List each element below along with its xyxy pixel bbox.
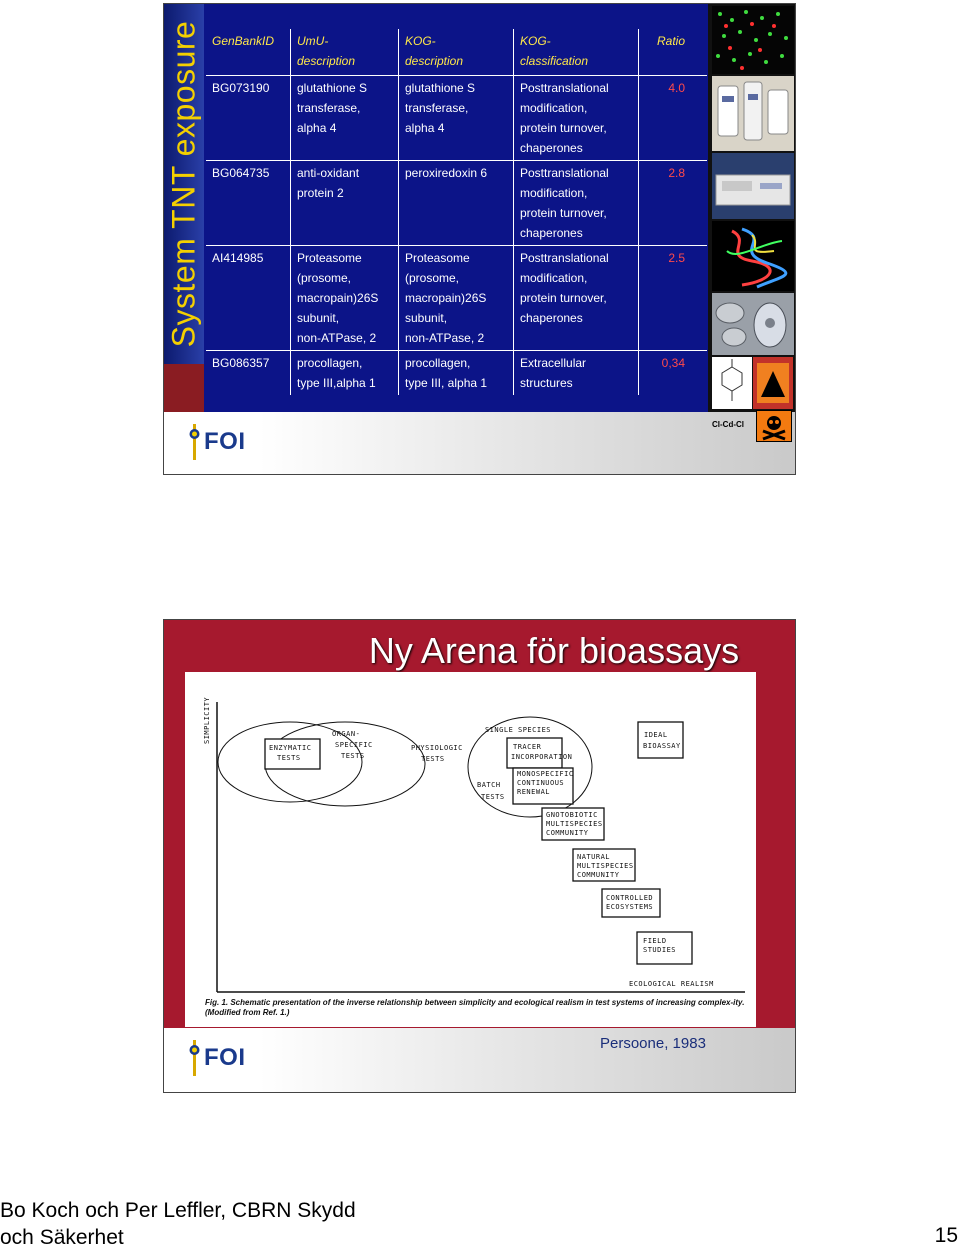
cell-kog-description: Proteasome (prosome, macropain)26S subunit, non-ATPase, 2 xyxy=(399,246,514,351)
box-ideal-bioassay xyxy=(638,722,683,758)
slide-ny-arena xyxy=(163,619,796,1093)
organ-label-3: TESTS xyxy=(341,752,365,760)
credit-text: Persoone, 1983 xyxy=(600,1035,706,1052)
cell-genbankid: AI414985 xyxy=(206,246,291,351)
cell-kog-classification: Posttranslational modification, protein turnover, chaperones xyxy=(514,246,639,351)
table-row xyxy=(206,351,707,396)
ideal-label-2: BIOASSAY xyxy=(643,742,681,750)
table-row xyxy=(206,161,707,246)
protein-structure-image xyxy=(712,221,794,291)
toxic-skull-icon xyxy=(756,410,792,442)
gnotobiotic-label-3: COMMUNITY xyxy=(546,829,589,837)
cell-umu-description: anti-oxidant protein 2 xyxy=(291,161,399,246)
foi-emblem-icon xyxy=(188,1040,201,1076)
cell-ratio: 4.0 xyxy=(639,76,708,161)
molecule-structure-image xyxy=(712,357,752,409)
batch-label-2: TESTS xyxy=(481,793,505,801)
slide-title-bar xyxy=(164,4,204,364)
physiologic-label-1: PHYSIOLOGIC xyxy=(411,744,463,752)
gnotobiotic-label-1: GNOTOBIOTIC xyxy=(546,811,598,819)
col-header-ratio: Ratio xyxy=(639,29,708,76)
image-strip xyxy=(708,4,796,412)
ideal-label-1: IDEAL xyxy=(644,731,668,739)
cell-kog-description: peroxiredoxin 6 xyxy=(399,161,514,246)
lab-equipment-image xyxy=(712,76,794,151)
cell-genbankid: BG086357 xyxy=(206,351,291,396)
table-row xyxy=(206,246,707,351)
natural-label-2: MULTISPECIES xyxy=(577,862,634,870)
foi-emblem-icon xyxy=(188,424,201,460)
figure-caption: Fig. 1. Schematic presentation of the inverse relationship between simplicity and ecological realism in test systems of increasing complex-ity. (Modified from Ref. 1.) xyxy=(205,998,745,1017)
cell-ratio: 2.5 xyxy=(639,246,708,351)
gnotobiotic-label-2: MULTISPECIES xyxy=(546,820,603,828)
kog-table xyxy=(206,29,707,395)
controlled-label-1: CONTROLLED xyxy=(606,894,654,902)
x-axis-label: ECOLOGICAL REALISM xyxy=(629,980,714,988)
footer-line-2: och Säkerhet xyxy=(0,1226,124,1249)
slide-title: System TNT exposure xyxy=(165,20,202,348)
cell-kog-classification: Posttranslational modification, protein turnover, chaperones xyxy=(514,76,639,161)
chemical-formula-label: Cl-Cd-Cl xyxy=(712,420,744,429)
instrument-image xyxy=(712,153,794,219)
natural-label-3: COMMUNITY xyxy=(577,871,620,879)
footer-line-1: Bo Koch och Per Leffler, CBRN Skydd xyxy=(0,1199,356,1222)
col-header-kog-description: KOG- description xyxy=(399,29,514,76)
hazard-image xyxy=(753,357,793,409)
cell-ratio: 2.8 xyxy=(639,161,708,246)
figure-panel xyxy=(185,672,756,1027)
enzymatic-label-2: TESTS xyxy=(277,754,301,762)
single-species-label: SINGLE SPECIES xyxy=(485,726,552,734)
cell-kog-description: procollagen, type III, alpha 1 xyxy=(399,351,514,396)
foi-logo xyxy=(188,1040,246,1076)
cell-umu-description: procollagen, type III,alpha 1 xyxy=(291,351,399,396)
monospecific-label-1: MONOSPECIFIC xyxy=(517,770,574,778)
cell-umu-description: glutathione S transferase, alpha 4 xyxy=(291,76,399,161)
monospecific-label-2: CONTINUOUS xyxy=(517,779,565,787)
monospecific-label-3: RENEWAL xyxy=(517,788,551,796)
page-number: 15 xyxy=(934,1224,958,1247)
batch-label-1: BATCH xyxy=(477,781,501,789)
physiologic-label-2: TESTS xyxy=(421,755,445,763)
slide-system-tnt-exposure xyxy=(163,3,796,475)
cell-genbankid: BG064735 xyxy=(206,161,291,246)
table-header-row xyxy=(206,29,707,76)
col-header-umu-description: UmU- description xyxy=(291,29,399,76)
cell-kog-classification: Posttranslational modification, protein turnover, chaperones xyxy=(514,161,639,246)
tracer-label-2: INCORPORATION xyxy=(511,753,573,761)
table-row xyxy=(206,76,707,161)
field-label-2: STUDIES xyxy=(643,946,677,954)
col-header-genbankid: GenBankID xyxy=(212,34,275,48)
foi-logo-text: FOI xyxy=(204,1044,246,1071)
organ-label-1: ORGAN- xyxy=(332,730,361,738)
field-label-1: FIELD xyxy=(643,937,667,945)
cell-umu-description: Proteasome (prosome, macropain)26S subunit, non-ATPase, 2 xyxy=(291,246,399,351)
organ-label-2: SPECIFIC xyxy=(335,741,373,749)
cell-micrograph-image xyxy=(712,293,794,355)
microarray-image xyxy=(712,6,794,74)
footer-band xyxy=(164,412,796,475)
page-footer-authors xyxy=(0,1197,356,1251)
cell-genbankid: BG073190 xyxy=(206,76,291,161)
cell-kog-classification: Extracellular structures xyxy=(514,351,639,396)
y-axis-label: SIMPLICITY xyxy=(203,696,211,744)
natural-label-1: NATURAL xyxy=(577,853,611,861)
enzymatic-label-1: ENZYMATIC xyxy=(269,744,312,752)
cell-kog-description: glutathione S transferase, alpha 4 xyxy=(399,76,514,161)
slide-title: Ny Arena för bioassays xyxy=(368,630,740,671)
cell-ratio: 0,34 xyxy=(639,351,708,396)
col-header-kog-classification: KOG- classification xyxy=(514,29,639,76)
foi-logo-text: FOI xyxy=(204,428,246,455)
simplicity-realism-diagram xyxy=(185,672,756,1027)
controlled-label-2: ECOSYSTEMS xyxy=(606,903,654,911)
foi-logo xyxy=(188,424,246,460)
tracer-label-1: TRACER xyxy=(513,743,542,751)
